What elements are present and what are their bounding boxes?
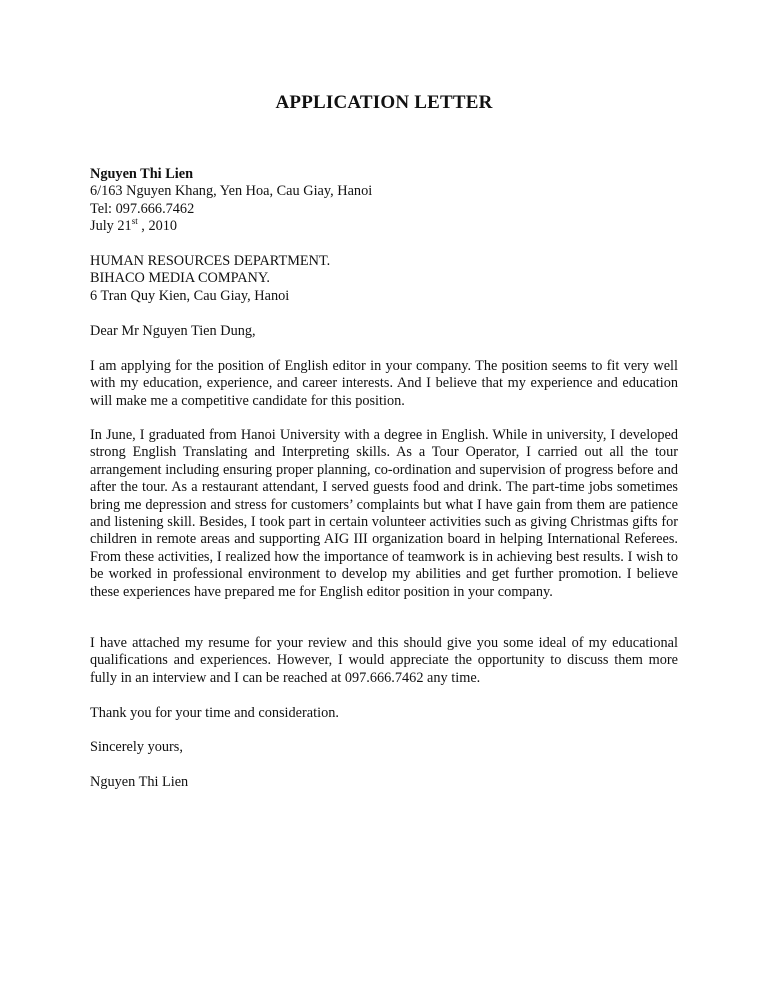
salutation: Dear Mr Nguyen Tien Dung, [90, 323, 256, 339]
recipient-block [90, 253, 678, 305]
recipient-company: BIHACO MEDIA COMPANY. [90, 270, 270, 287]
letter-title: APPLICATION LETTER [275, 92, 493, 113]
date-prefix: July 21 [90, 218, 132, 235]
signature-name: Nguyen Thi Lien [90, 774, 189, 790]
letter-date [90, 218, 678, 235]
date-ordinal: st [131, 216, 138, 227]
sender-block [90, 166, 678, 236]
date-suffix: , 2010 [137, 218, 178, 235]
recipient-department: HUMAN RESOURCES DEPARTMENT. [90, 253, 331, 269]
sender-name: Nguyen Thi Lien [90, 166, 194, 182]
paragraph-intro: I am applying for the position of English editor in your company. The position seems to fit very well with my education, experience, and career interests. And I believe that my experience and education will make me a competitive candidate for this position. [90, 358, 678, 409]
thanks-line: Thank you for your time and consideration. [90, 705, 339, 721]
sender-tel: Tel: 097.666.7462 [90, 200, 195, 217]
paragraph-experience: In June, I graduated from Hanoi University with a degree in English. While in university, I developed strong English Translating and Interpreting skills. As a Tour Operator, I carried out all the tour arrangement including ensuring proper planning, co-ordination and supervision of progress before and after the tour. As a restaurant attendant, I served guests food and drink. The part-time jobs sometimes bring me depression and stress for customers’ complaints but what I have gain from them are patience and listening skill. Besides, I took part in certain volunteer activities such as giving Christmas gifts for children in remote areas and supporting AIG III organization board in helping International Referees. From these activities, I realized how the importance of teamwork is in achieving best results. I wish to be worked in professional environment to develop my abilities and get further promotion. I believe these experiences have prepared me for English editor position in your company. [90, 427, 678, 600]
sender-address: 6/163 Nguyen Khang, Yen Hoa, Cau Giay, Hanoi [90, 183, 373, 200]
recipient-address: 6 Tran Quy Kien, Cau Giay, Hanoi [90, 287, 290, 304]
paragraph-resume: I have attached my resume for your review and this should give you some ideal of my educational qualifications and experiences. However, I would appreciate the opportunity to discuss them more fully in an interview and I can be reached at 097.666.7462 any time. [90, 635, 678, 686]
closing-line: Sincerely yours, [90, 739, 183, 755]
